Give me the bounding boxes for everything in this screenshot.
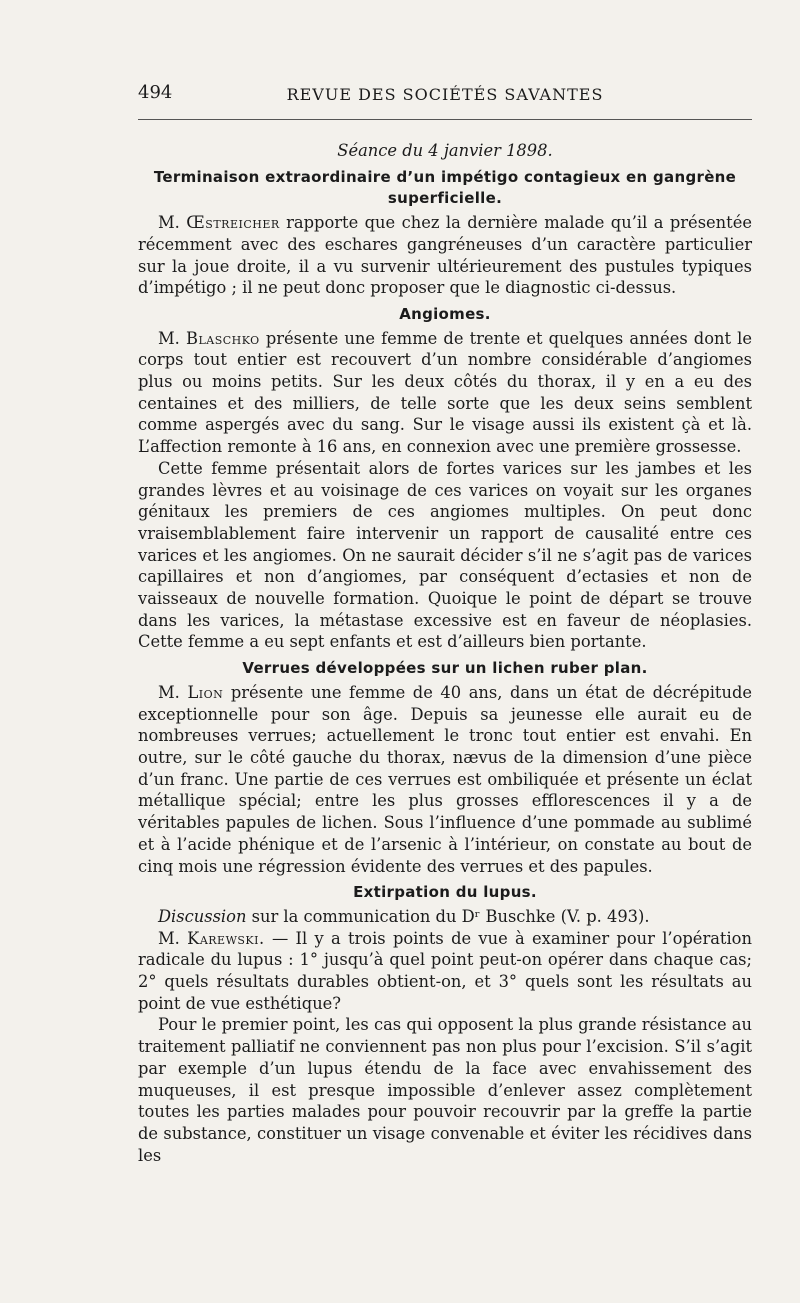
paragraph [138, 906, 752, 928]
speaker-name: Lion [187, 682, 224, 702]
section-heading: Angiomes. [399, 304, 491, 323]
paragraph [138, 212, 752, 299]
paragraph [138, 928, 752, 1015]
speaker-name: Œstreicher [186, 213, 280, 233]
paragraph [138, 328, 752, 458]
section-heading: Extirpation du lupus. [353, 883, 537, 902]
paragraph-text: rapporte que chez la dernière malade qu’il a présentée récemment avec des eschares gangréneuses d’un caractère particulier sur la joue droite, il a vu survenir ultérieurement des pustules typiques d’impétigo ; il ne peut donc proposer que le diagnostic ci-dessus. [138, 213, 752, 298]
speaker-name: Karewski. [187, 928, 265, 948]
paragraph-text: sur la communication du Dʳ Buschke (V. p. 493). [251, 906, 650, 926]
section-heading: Terminaison extraordinaire d’un impétigo contagieux en gangrène superficielle. [153, 167, 737, 208]
paragraph-text: présente une femme de trente et quelques années dont le corps tout entier est recouvert d’un nombre considérable d’angiomes plus ou moins petits. Sur les deux côtés du thorax, il y en a eu des centaines et des milliers, de telle sorte que les deux seins semblent comme aspergés avec du sang. Sur le visage aussi ils existent çà et là. L’affection remonte à 16 ans, en connexion avec une première grossesse. [138, 328, 752, 457]
paragraph [138, 682, 752, 877]
speaker-prefix: M. [158, 213, 180, 233]
session-date: Séance du 4 janvier 1898. [337, 141, 553, 160]
speaker-name: Blaschko [185, 328, 260, 348]
paragraph-text: Cette femme présentait alors de fortes varices sur les jambes et les grandes lèvres et au voisinage de ces varices on voyait sur les organes génitaux les premiers de ces angiomes multiples. On peut donc vraisemblablement faire intervenir un rapport de causalité entre ces varices et les angiomes. On ne saurait décider s’il ne s’agit pas de varices capillaires et non d’angiomes, par conséquent d’ectasies et non de vaisseaux de nouvelle formation. Quoique le point de départ se trouve dans les varices, la métastase excessive est en faveur de néoplasies. Cette femme a eu sept enfants et est d’ailleurs bien portante. [138, 458, 752, 652]
paragraph [138, 458, 752, 653]
running-title: REVUE DES SOCIÉTÉS SAVANTES [286, 85, 604, 104]
speaker-prefix: M. [158, 328, 180, 348]
discussion-label: Discussion [158, 906, 247, 926]
header-rule [138, 119, 752, 120]
article-body [138, 140, 752, 1166]
paragraph-text: — Il y a trois points de vue à examiner pour l’opération radicale du lupus : 1° jusqu’à quel point peut-on opérer dans chaque cas; 2° quels résultats durables obtient-on, et 3° quels sont les résultats au point de vue esthétique? [138, 928, 752, 1013]
paragraph [138, 1014, 752, 1166]
speaker-prefix: M. [158, 682, 180, 702]
page-number: 494 [138, 82, 173, 103]
paragraph-text: Pour le premier point, les cas qui opposent la plus grande résistance au traitement palliatif ne conviennent pas non plus pour l’excision. S’il s’agit par exemple d’un lupus étendu de la face avec envahissement des muqueuses, il est presque impossible d’enlever assez complètement toutes les parties malades pour pouvoir recouvrir par la greffe la partie de substance, constituer un visage convenable et éviter les récidives dans les [138, 1015, 752, 1165]
paragraph-text: présente une femme de 40 ans, dans un état de décrépitude exceptionnelle pour son âge. Depuis sa jeunesse elle aurait eu de nombreuses verrues; actuellement le tronc tout entier est envahi. En outre, sur le côté gauche du thorax, nævus de la dimension d’une pièce d’un franc. Une partie de ces verrues est ombiliquée et présente un éclat métallique spécial; entre les plus grosses efflorescences il y a de véritables papules de lichen. Sous l’influence d’une pommade au sublimé et à l’acide phénique et de l’arsenic à l’intérieur, on constate au bout de cinq mois une régression évidente des verrues et des papules. [138, 682, 752, 876]
section-heading: Verrues développées sur un lichen ruber plan. [242, 659, 648, 678]
page-header [138, 82, 752, 106]
speaker-prefix: M. [158, 928, 180, 948]
